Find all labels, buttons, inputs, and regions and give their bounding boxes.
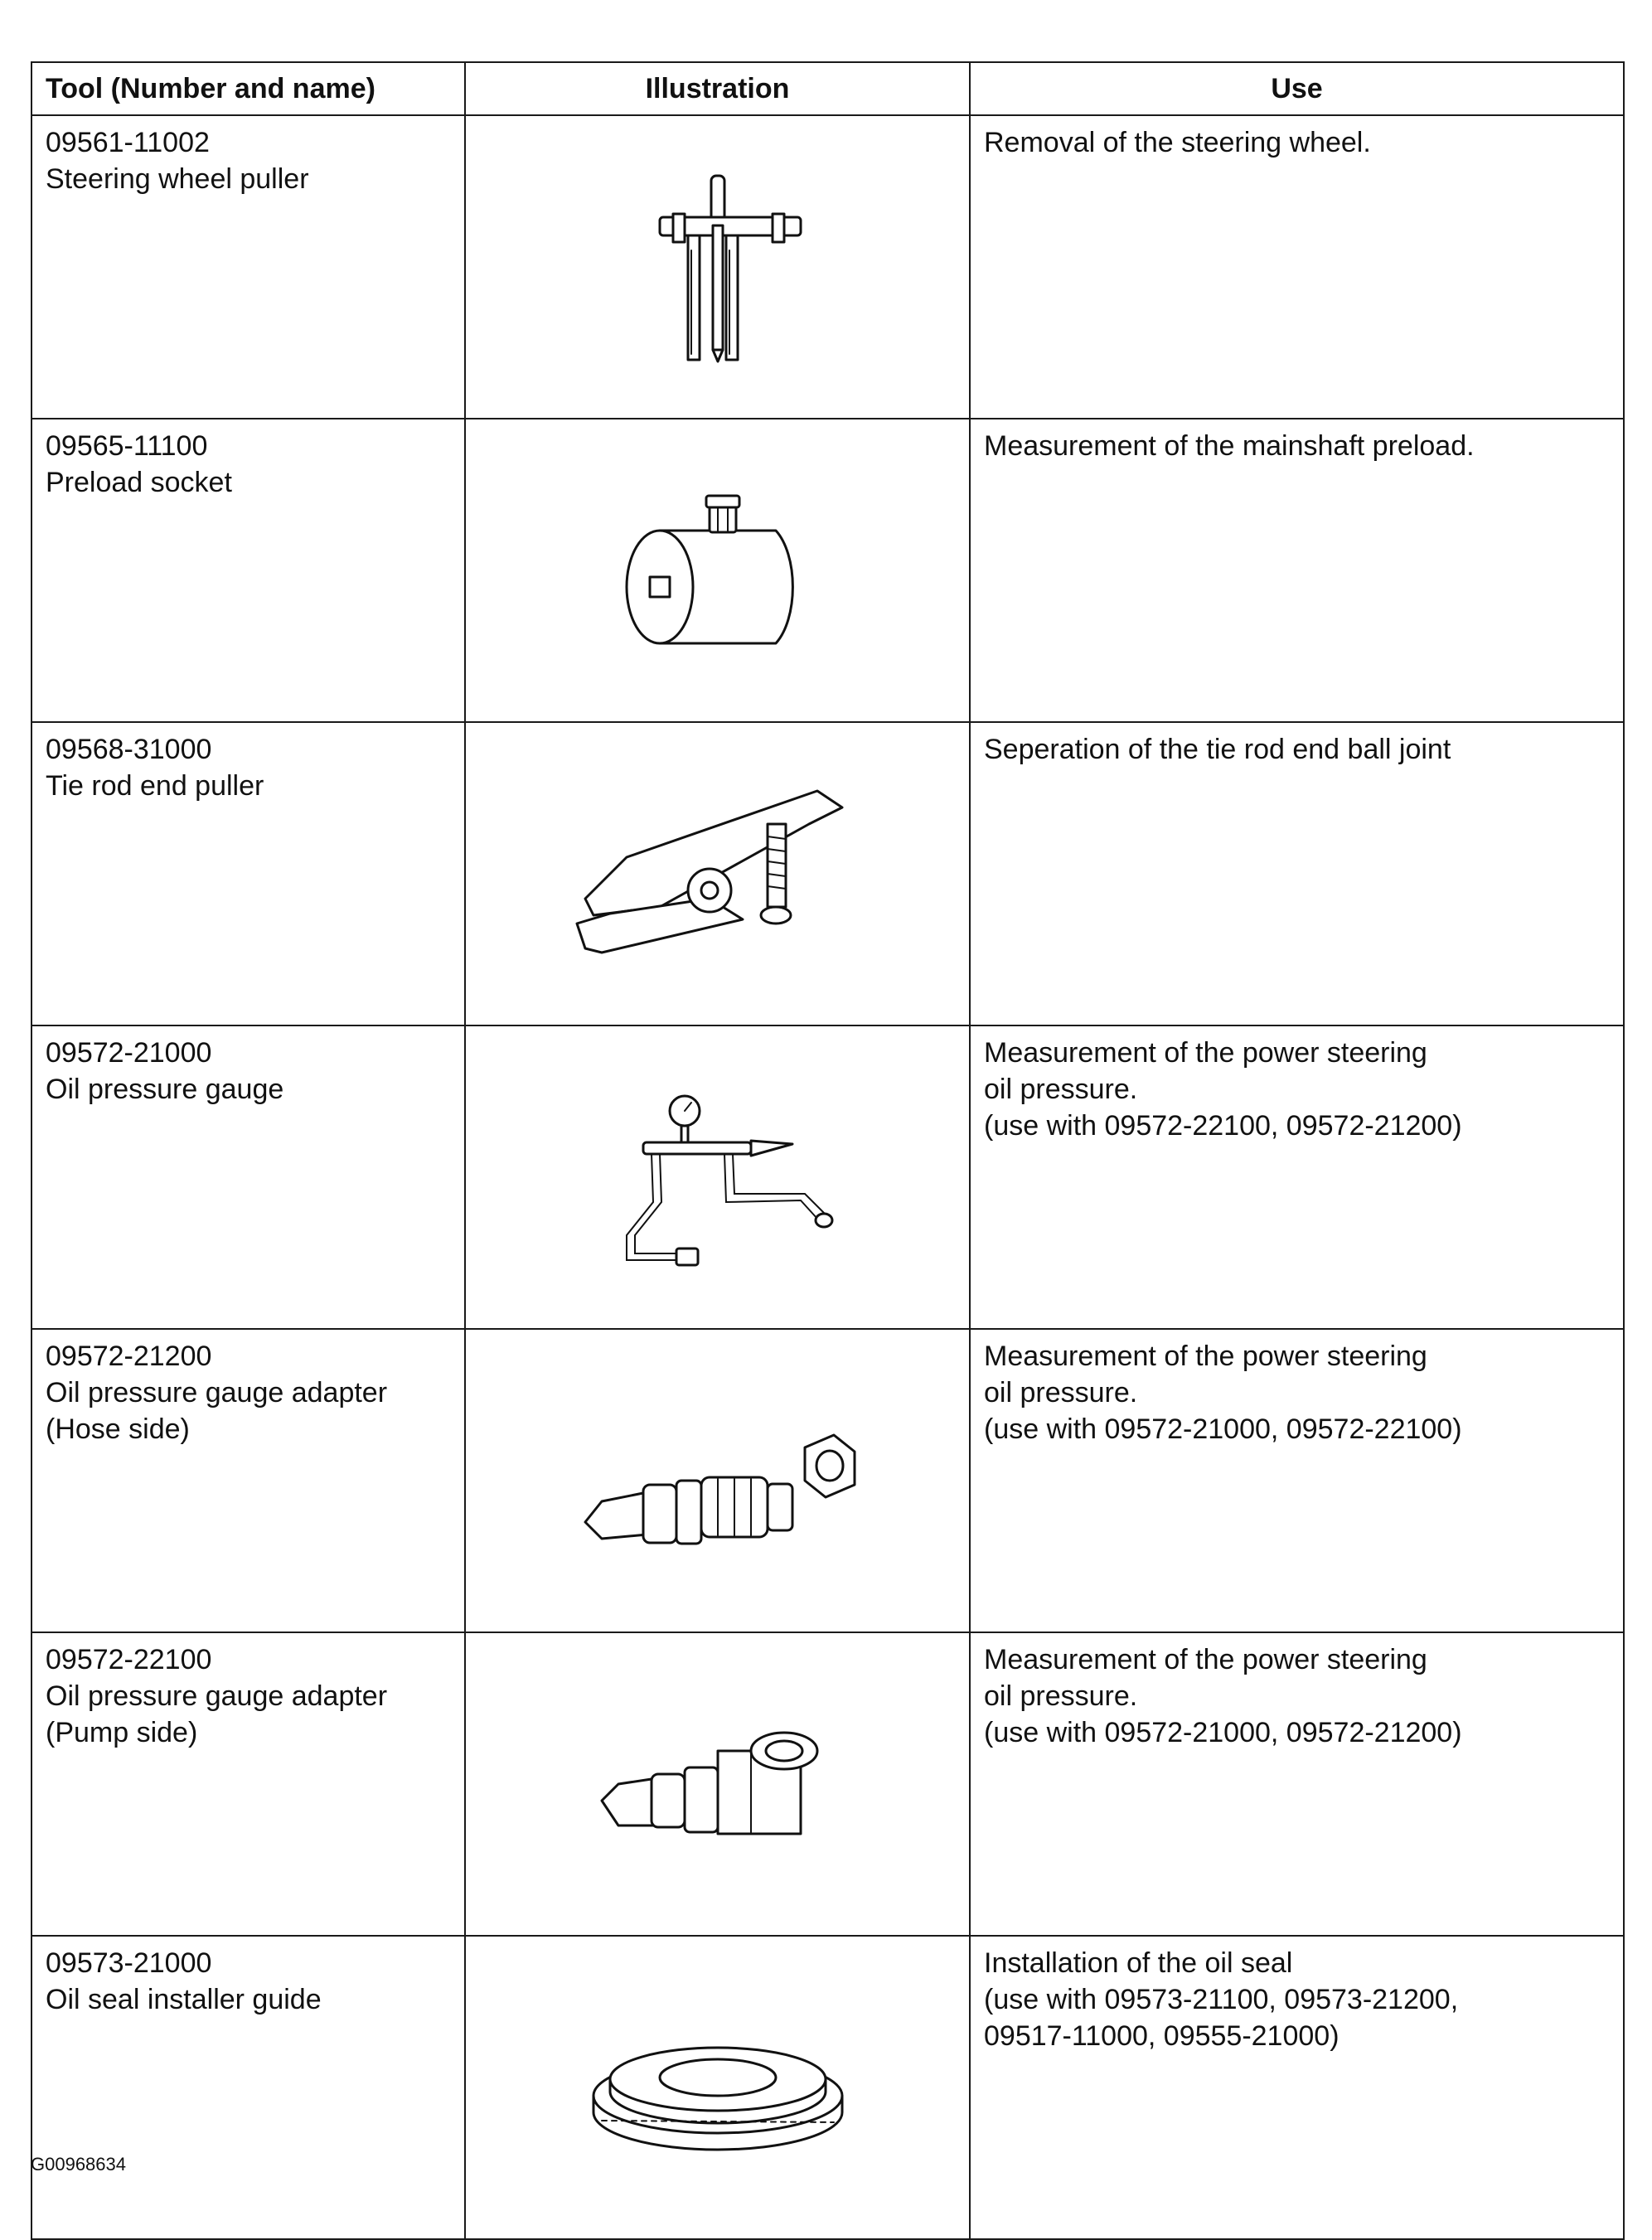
tool-cell <box>31 1329 465 1632</box>
use-text: oil pressure. <box>984 1377 1138 1408</box>
table-row <box>31 1936 1624 2239</box>
use-cell <box>970 722 1624 1025</box>
use-text: Installation of the oil seal <box>984 1947 1293 1979</box>
use-text: Removal of the steering wheel. <box>984 127 1371 158</box>
header-tool: Tool (Number and name) <box>31 62 465 115</box>
oil-pressure-gauge-icon <box>593 1078 842 1277</box>
use-cell <box>970 115 1624 419</box>
illustration-cell <box>465 1329 970 1632</box>
table-row <box>31 1025 1624 1329</box>
tool-name: Steering wheel puller <box>46 163 309 195</box>
use-text: (use with 09572-21000, 09572-22100) <box>984 1413 1462 1445</box>
tool-cell <box>31 419 465 722</box>
tool-name: Preload socket <box>46 467 232 498</box>
special-tools-table <box>31 61 1625 2240</box>
tool-name: Oil pressure gauge adapter <box>46 1377 388 1408</box>
figure-code: G00968634 <box>31 2154 126 2175</box>
header-illustration: Illustration <box>465 62 970 115</box>
table-row <box>31 419 1624 722</box>
illustration-cell <box>465 419 970 722</box>
tool-number: 09561-11002 <box>46 127 210 158</box>
use-text: Measurement of the power steering <box>984 1037 1427 1069</box>
use-text: oil pressure. <box>984 1680 1138 1712</box>
tool-cell <box>31 1025 465 1329</box>
use-cell <box>970 419 1624 722</box>
table-header-row <box>31 62 1624 115</box>
use-cell <box>970 1329 1624 1632</box>
pump-side-adapter-icon <box>585 1701 850 1867</box>
use-text: (use with 09572-22100, 09572-21200) <box>984 1110 1462 1142</box>
use-text: 09517-11000, 09555-21000) <box>984 2020 1340 2052</box>
tool-number: 09572-21000 <box>46 1037 212 1069</box>
use-text: Measurement of the mainshaft preload. <box>984 430 1475 462</box>
tool-name: Oil pressure gauge adapter <box>46 1680 388 1712</box>
use-text: Seperation of the tie rod end ball joint <box>984 734 1451 765</box>
hose-side-adapter-icon <box>569 1398 867 1564</box>
table-row <box>31 1329 1624 1632</box>
table-row <box>31 1632 1624 1936</box>
use-cell <box>970 1936 1624 2239</box>
table-row <box>31 115 1624 419</box>
tool-number: 09572-21200 <box>46 1341 212 1372</box>
tool-name: Oil seal installer guide <box>46 1984 322 2015</box>
illustration-cell <box>465 722 970 1025</box>
illustration-cell <box>465 1936 970 2239</box>
tool-number: 09573-21000 <box>46 1947 212 1979</box>
preload-socket-icon <box>610 479 826 662</box>
steering-wheel-puller-icon <box>610 159 826 375</box>
illustration-cell <box>465 1025 970 1329</box>
tool-variant: (Pump side) <box>46 1717 198 1748</box>
oil-seal-installer-guide-icon <box>577 2005 859 2170</box>
tool-number: 09568-31000 <box>46 734 212 765</box>
use-cell <box>970 1025 1624 1329</box>
use-text: Measurement of the power steering <box>984 1341 1427 1372</box>
tool-cell <box>31 1936 465 2239</box>
tool-name: Tie rod end puller <box>46 770 264 802</box>
tool-cell <box>31 1632 465 1936</box>
illustration-cell <box>465 1632 970 1936</box>
tool-name: Oil pressure gauge <box>46 1074 284 1105</box>
tool-cell <box>31 115 465 419</box>
tool-number: 09565-11100 <box>46 430 208 462</box>
tool-number: 09572-22100 <box>46 1644 212 1675</box>
use-text: (use with 09572-21000, 09572-21200) <box>984 1717 1462 1748</box>
use-text: oil pressure. <box>984 1074 1138 1105</box>
illustration-cell <box>465 115 970 419</box>
use-text: Measurement of the power steering <box>984 1644 1427 1675</box>
table-row <box>31 722 1624 1025</box>
header-use: Use <box>970 62 1624 115</box>
use-text: (use with 09573-21100, 09573-21200, <box>984 1984 1459 2015</box>
tie-rod-end-puller-icon <box>560 774 875 973</box>
use-cell <box>970 1632 1624 1936</box>
tool-cell <box>31 722 465 1025</box>
tool-variant: (Hose side) <box>46 1413 190 1445</box>
